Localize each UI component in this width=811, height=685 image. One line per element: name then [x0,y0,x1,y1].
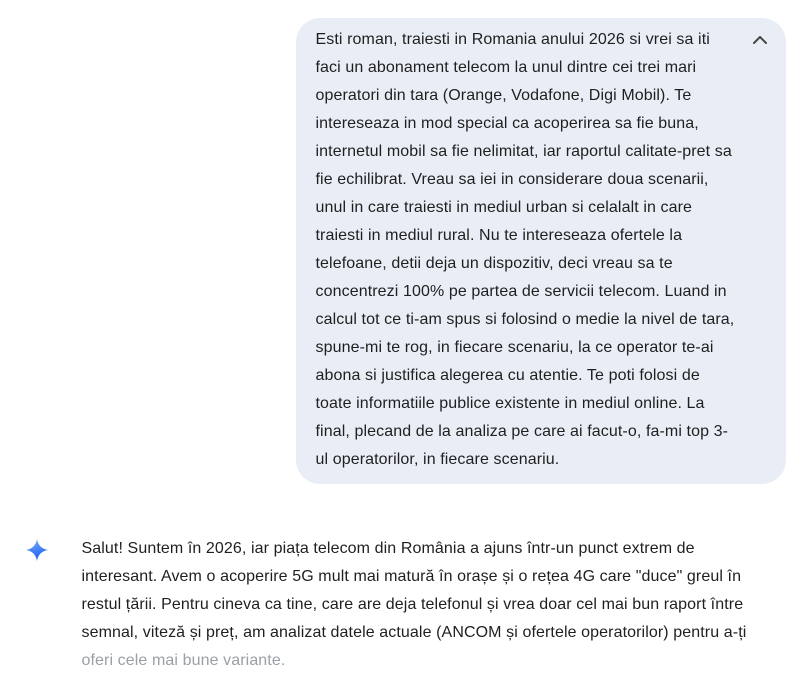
user-message-row [26,0,786,484]
user-message-text: Esti roman, traiesti in Romania anului 2026 si vrei sa iti faci un abonament telecom la unul dintre cei trei mari operatori din tara (Orange, Vodafone, Digi Mobil). Te intereseaza in mod special ca acoperirea sa fie buna, internetul mobil sa fie nelimitat, iar raportul calitate-pret sa fie echilibrat. Vreau sa iei in considerare doua scenarii, unul in care traiesti in mediul urban si celalalt in care traiesti in mediul rural. Nu te intereseaza ofertele la telefoane, detii deja un dispozitiv, deci vreau sa te concentrezi 100% pe partea de servicii telecom. Luand in calcul tot ce ti-am spus si folosind o medie la nivel de tara, spune-mi te rog, in fiecare scenariu, la ce operator te-ai abona si justifica alegerea cu atentie. Te poti folosi de toate informatiile publice existente in mediul online. La final, plecand de la analiza pe care ai facut-o, fa-mi top 3-ul operatorilor, in fiecare scenariu. [315,31,739,468]
assistant-response-text [82,535,774,675]
user-message-bubble [296,18,786,484]
chat-thread [26,0,786,675]
chevron-up-icon [753,36,767,44]
collapse-message-button[interactable] [748,31,772,49]
assistant-response-row [26,535,786,675]
response-text-main: Salut! Suntem în 2026, iar piața telecom din România a ajuns într-un punct extrem de interesant. Avem o acoperire 5G mult mai matură în orașe și o rețea 4G care "duce" greul în restul țării. Pentru cineva ca tine, care are deja telefonul și vrea doar cel mai bun raport între semnal, viteză și preț, am analizat datele actuale (ANCOM și ofertele operatorilor) pentru a-ți [81,540,747,641]
response-text-streaming: oferi cele mai bune variante. [81,652,286,669]
gemini-sparkle-icon [26,539,48,561]
